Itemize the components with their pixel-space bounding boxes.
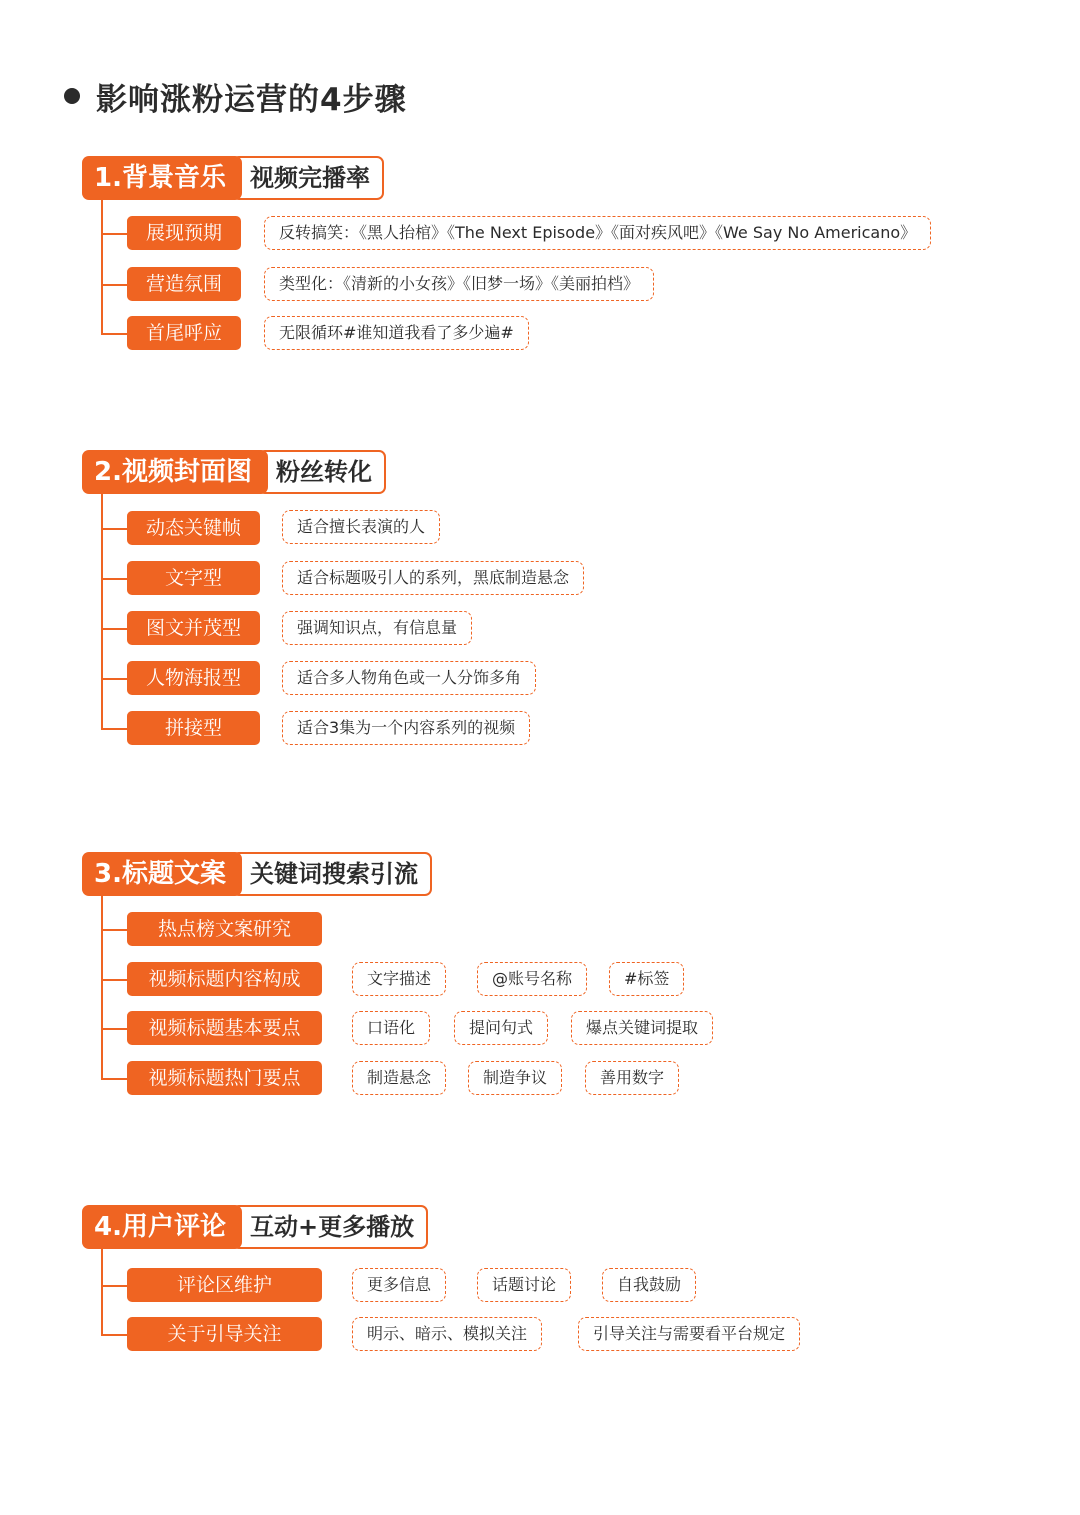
node-拼接型: 拼接型 [127, 711, 260, 745]
branch-line [101, 1334, 127, 1336]
section-1-subtitle: 视频完播率 [232, 156, 384, 200]
title-bullet [64, 88, 80, 104]
tag: 类型化：《清新的小女孩》《旧梦一场》《美丽拍档》 [264, 267, 654, 301]
tag: 适合多人物角色或一人分饰多角 [282, 661, 536, 695]
section-4-connector [101, 1249, 103, 1335]
branch-line [101, 678, 127, 680]
branch-line [101, 628, 127, 630]
tag: 口语化 [352, 1011, 430, 1045]
tag: 制造争议 [468, 1061, 562, 1095]
tag: 更多信息 [352, 1268, 446, 1302]
tag: 强调知识点，有信息量 [282, 611, 472, 645]
tag: @账号名称 [477, 962, 587, 996]
section-1-connector [101, 200, 103, 335]
branch-line [101, 333, 127, 335]
tag: 爆点关键词提取 [571, 1011, 713, 1045]
node-评论区维护: 评论区维护 [127, 1268, 322, 1302]
node-视频标题基本要点: 视频标题基本要点 [127, 1011, 322, 1045]
branch-line [101, 929, 127, 931]
section-3-subtitle: 关键词搜索引流 [232, 852, 432, 896]
section-2-subtitle: 粉丝转化 [258, 450, 386, 494]
section-4-title: 4.用户评论 [82, 1205, 242, 1249]
node-热点榜文案研究: 热点榜文案研究 [127, 912, 322, 946]
tag: 引导关注与需要看平台规定 [578, 1317, 800, 1351]
branch-line [101, 1028, 127, 1030]
tag: 善用数字 [585, 1061, 679, 1095]
branch-line [101, 284, 127, 286]
tag: 反转搞笑：《黑人抬棺》《The Next Episode》《面对疾风吧》《We Say No Americano》 [264, 216, 931, 250]
tag: #标签 [609, 962, 684, 996]
page-title: 影响涨粉运营的4步骤 [96, 82, 407, 118]
node-首尾呼应: 首尾呼应 [127, 316, 241, 350]
node-图文并茂型: 图文并茂型 [127, 611, 260, 645]
tag: 适合擅长表演的人 [282, 510, 440, 544]
node-文字型: 文字型 [127, 561, 260, 595]
node-关于引导关注: 关于引导关注 [127, 1317, 322, 1351]
section-1-title: 1.背景音乐 [82, 156, 242, 200]
section-2-header [82, 450, 386, 494]
branch-line [101, 1078, 127, 1080]
branch-line [101, 979, 127, 981]
tag: 无限循环#谁知道我看了多少遍# [264, 316, 529, 350]
tag: 话题讨论 [477, 1268, 571, 1302]
tag: 适合标题吸引人的系列，黑底制造悬念 [282, 561, 584, 595]
tag: 文字描述 [352, 962, 446, 996]
node-视频标题热门要点: 视频标题热门要点 [127, 1061, 322, 1095]
branch-line [101, 1285, 127, 1287]
branch-line [101, 728, 127, 730]
node-动态关键帧: 动态关键帧 [127, 511, 260, 545]
section-3-title: 3.标题文案 [82, 852, 242, 896]
section-4-header [82, 1205, 428, 1249]
section-2-title: 2.视频封面图 [82, 450, 268, 494]
tag: 明示、暗示、模拟关注 [352, 1317, 542, 1351]
tag: 自我鼓励 [602, 1268, 696, 1302]
node-营造氛围: 营造氛围 [127, 267, 241, 301]
branch-line [101, 528, 127, 530]
section-3-header [82, 852, 432, 896]
section-4-subtitle: 互动+更多播放 [232, 1205, 428, 1249]
branch-line [101, 233, 127, 235]
tag: 适合3集为一个内容系列的视频 [282, 711, 530, 745]
section-1-header [82, 156, 384, 200]
node-人物海报型: 人物海报型 [127, 661, 260, 695]
tag: 提问句式 [454, 1011, 548, 1045]
branch-line [101, 578, 127, 580]
tag: 制造悬念 [352, 1061, 446, 1095]
node-视频标题内容构成: 视频标题内容构成 [127, 962, 322, 996]
section-3-connector [101, 896, 103, 1080]
node-展现预期: 展现预期 [127, 216, 241, 250]
